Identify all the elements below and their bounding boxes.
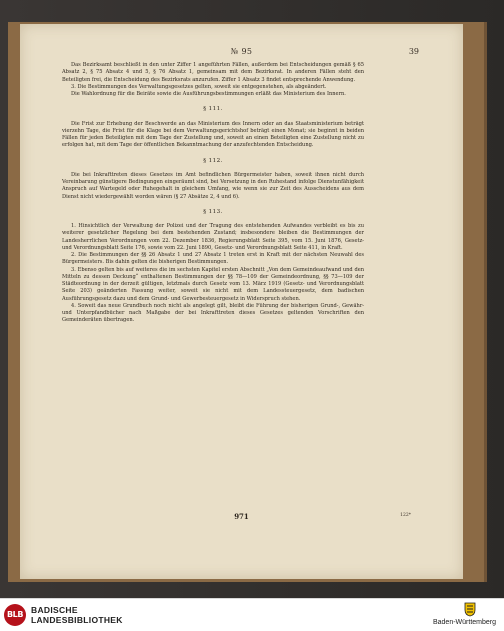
body-text [62,62,364,325]
paragraph: 1. Hinsichtlich der Verwaltung der Polizei und der Tragung des entstehenden Aufwandes verbleibt es bis zu weiterer gesetzlicher Regelung bei dem bestehenden Zustand; insbesondere bleiben die Bestimmungen der Landesherrlichen Verordnungen vom 22. Dezember 1836, Regierungsblatt Seite 395, vom 15. Juni 1876, Gesetz- und Verordnungsblatt Seite 176, sowie vom 22. Juni 1890, Gesetz- und Verordnungsblatt Seite 411, in Kraft. [62,223,364,251]
paragraph: 4. Soweit das neue Grundbuch noch nicht als angelegt gilt, bleibt die Führung der bisherigen Grund-, Gewähr- und Unterpfandbücher nach Maßgabe der bei Inkrafttreten dieses Gesetzes geltenden Vorschriften den Gemeinderäten übertragen. [62,302,364,324]
section-title-111: § 111. [203,106,223,113]
paragraph: Die bei Inkrafttreten dieses Gesetzes im Amt befindlichen Bürgermeister haben, soweit ihnen nicht durch Vereinbarung günstigere Bedingungen eingeräumt sind, bei Versetzung in den Ruhestand infolge Dienstunfähigkeit Anspruch auf Wartegeld oder Ruhegehalt in gleichem Umfang, wie wenn sie zur Zeit des Ausscheidens aus dem Dienst nicht wiedergewählt worden wären (§ 27 Absätze 2, 4 und 6). [62,171,364,200]
library-name-line2: LANDESBIBLIOTHEK [31,615,123,625]
page-header [64,47,419,59]
issue-number: № 95 [230,47,253,56]
state-name: Baden-Württemberg [432,619,496,626]
footer-page-number: 971 [234,512,249,521]
signature-mark: 122* [400,513,411,518]
paragraph: 3. Ebenso gelten bis auf weiteres die im sechsten Kapitel ersten Abschnitt „Von dem Gemeindeaufwand und den Mitteln zu dessen Deckung“ enthaltenen Bestimmungen der §§ 78—109 der Gemeindeordnung, §§ 73—109 der Städteordnung in der derzeit gültigen, letztmals durch Gesetz vom 13. März 1919 (Gesetz- und Verordnungsblatt Seite 203) geänderten Fassung weiter, soweit sie nicht mit dem Landessteuergesetz, dem badischen Ausführungsgesetz dazu und dem Grund- und Gewerbesteuergesetz in Widerspruch stehen. [62,266,364,302]
paragraph: 2. Die Bestimmungen der §§ 26 Absatz 1 und 27 Absatz 1 treten erst in Kraft mit der nächsten Neuwahl des Bürgermeisters. Bis dahin gelten die bisherigen Bestimmungen. [62,252,364,266]
paragraph: Die Wahlordnung für die Beiräte sowie die Ausführungsbestimmungen erläßt das Ministerium des Innern. [71,91,346,97]
blb-logo-icon[interactable]: BLB [4,604,26,626]
footer-bar [0,598,504,631]
library-name-line1: BADISCHE [31,605,78,615]
paragraph: Die Frist zur Erhebung der Beschwerde an das Ministerium des Innern oder an das Staatsministerium beträgt vierzehn Tage, die Frist für die Klage bei dem Verwaltungsgerichtshof beträgt einen Monat; sie beginnt in beiden Fällen für jeden Beteiligten mit dem Tage der Zustellung und, soweit an einen Beteiligten eine Zustellung nicht zu erfolgen hat, mit dem Tage der öffentlichen Bekanntmachung der anzufechtenden Entscheidung. [62,120,364,149]
page-number: 39 [408,47,419,56]
section-title-112: § 112. [203,157,223,164]
library-name[interactable] [31,605,123,625]
section-title-113: § 113. [203,208,223,215]
state-crest-icon [462,601,478,617]
paragraph: 3. Die Bestimmungen des Verwaltungsgesetzes gelten, soweit sie entgegenstehen, als abgeändert. [71,83,327,90]
document-page [20,24,463,579]
paragraph: Das Bezirksamt beschließt in den unter Ziffer 1 angeführten Fällen, außerdem bei Entscheidungen gemäß § 65 Absatz 2, § 75 Absatz 4 und 5, § 76 Absatz 1, gemeinsam mit dem Bezirksrat. In anderen Fällen steht den Beteiligten frei, die Entscheidung des Bezirksrats anzurufen. Ziffer 1 Absatz 3 findet entsprechende Anwendung. [62,62,364,83]
